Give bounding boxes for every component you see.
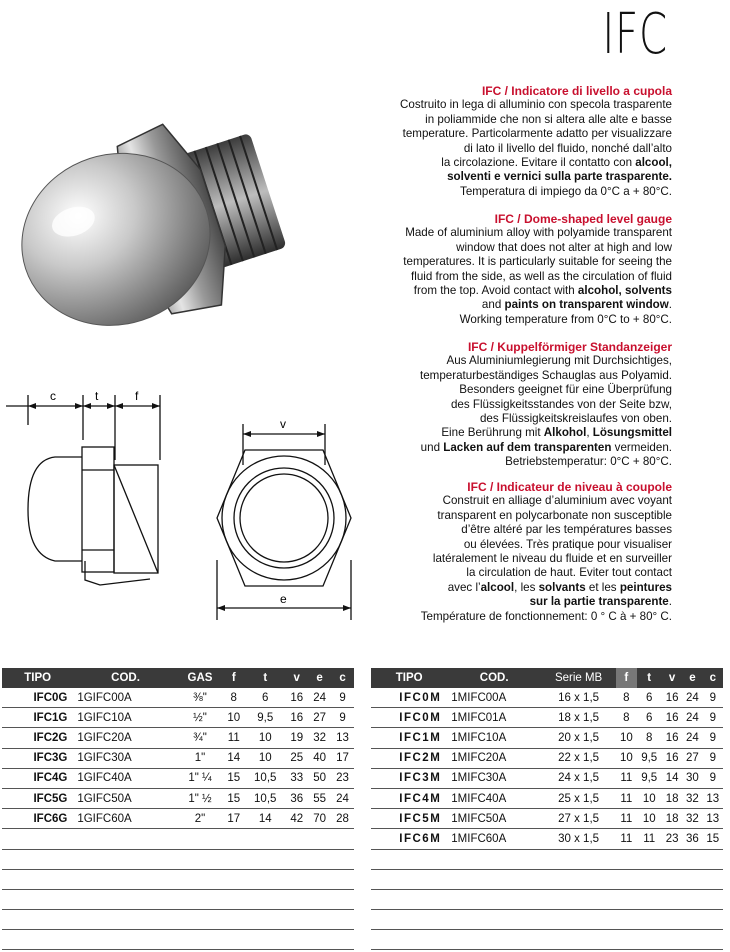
text-run: and	[481, 298, 505, 312]
table-cell: 10	[616, 748, 636, 768]
empty-cell	[2, 910, 354, 930]
empty-row	[371, 869, 723, 889]
front-view-drawing	[205, 410, 365, 620]
text-run: d’être altéré par les températures basses	[461, 523, 672, 537]
table-row	[371, 788, 723, 808]
dim-label-v: v	[280, 417, 286, 431]
table-cell: 1MIFC20A	[447, 748, 541, 768]
text-line	[352, 284, 672, 298]
text-line	[352, 127, 672, 141]
table-cell: IFC5G	[2, 788, 73, 808]
table-cell: IFC2M	[371, 748, 447, 768]
section-heading: IFC / Indicateur de niveau à coupole	[467, 480, 672, 494]
table-cell: 70	[308, 809, 331, 829]
table-cell: 9	[703, 728, 723, 748]
table-cell: 16 x 1,5	[541, 688, 616, 708]
table-cell: 30	[682, 768, 702, 788]
table-cell: 8	[616, 708, 636, 728]
empty-cell	[371, 930, 723, 950]
table-cell: 13	[703, 788, 723, 808]
section-heading: IFC / Dome-shaped level gauge	[494, 212, 672, 226]
empty-cell	[371, 910, 723, 930]
text-line	[352, 354, 672, 368]
text-run: Température de fonctionnement: 0 ° C à + 80° C.	[420, 609, 672, 623]
text-run: Aus Aluminiumlegierung mit Durchsichtiges,	[446, 354, 672, 368]
table-cell: 1GIFC50A	[73, 788, 177, 808]
table-cell: 15	[222, 768, 245, 788]
table-cell: 55	[308, 788, 331, 808]
text-line	[352, 156, 672, 170]
table-cell: 25	[285, 748, 308, 768]
table-cell: 1"	[178, 748, 223, 768]
text-line	[352, 398, 672, 412]
text-run: transparent en polycarbonate non susceptible	[437, 508, 672, 522]
table-cell: 50	[308, 768, 331, 788]
empty-row	[2, 869, 354, 889]
empty-row	[2, 829, 354, 849]
text-run: la circulation de haut. Eviter tout contact	[466, 566, 672, 580]
table-cell: 32	[682, 788, 702, 808]
table-cell: 1MIFC50A	[447, 809, 541, 829]
dim-label-e: e	[280, 592, 287, 606]
table-cell: 1" ½	[178, 788, 223, 808]
empty-cell	[371, 889, 723, 909]
table-row	[2, 728, 354, 748]
table-cell: 10	[245, 728, 285, 748]
table-row	[2, 809, 354, 829]
column-header: c	[331, 668, 354, 688]
text-run: und	[420, 440, 444, 454]
table-header-row	[371, 668, 723, 688]
column-header: e	[682, 668, 702, 688]
section-german	[352, 340, 672, 470]
table-cell: 16	[662, 748, 682, 768]
text-run: alcohol, solvents	[577, 284, 672, 298]
text-run: temperaturbeständiges Schauglas aus Polyamid.	[420, 368, 672, 382]
table-cell: 27 x 1,5	[541, 809, 616, 829]
table-cell: 9	[331, 688, 354, 708]
table-cell: 1MIFC01A	[447, 708, 541, 728]
text-line	[352, 494, 672, 508]
empty-cell	[371, 849, 723, 869]
text-run: in poliammide che non si altera alle alte e basse	[425, 112, 672, 126]
section-body	[352, 494, 672, 624]
table-cell: 10	[222, 708, 245, 728]
text-line	[352, 581, 672, 595]
table-cell: 24	[682, 688, 702, 708]
table-row	[2, 748, 354, 768]
empty-row	[2, 930, 354, 950]
column-header: COD.	[447, 668, 541, 688]
text-run: temperatures. It is particularly suitable for seeing the	[403, 255, 672, 269]
text-run: peintures	[619, 580, 672, 594]
section-heading: IFC / Kuppelförmiger Standanzeiger	[467, 340, 672, 354]
empty-row	[371, 910, 723, 930]
table-cell: 27	[682, 748, 702, 768]
table-cell: IFC4M	[371, 788, 447, 808]
text-run: .	[668, 595, 672, 609]
table-row	[371, 809, 723, 829]
table-body	[371, 688, 723, 950]
empty-cell	[2, 930, 354, 950]
table-cell: 10	[637, 809, 662, 829]
empty-row	[2, 910, 354, 930]
text-line	[352, 455, 672, 469]
table-cell: IFC6M	[371, 829, 447, 849]
table-row	[2, 788, 354, 808]
text-run: Costruito in lega di alluminio con specola trasparente	[400, 98, 672, 112]
table-cell: 1GIFC10A	[73, 708, 177, 728]
text-line	[352, 369, 672, 383]
section-body	[352, 226, 672, 327]
section-body	[352, 98, 672, 199]
table-cell: 14	[245, 809, 285, 829]
text-run: alcool,	[635, 156, 672, 170]
table-row	[371, 748, 723, 768]
text-line	[352, 426, 672, 440]
column-header: v	[662, 668, 682, 688]
column-header: e	[308, 668, 331, 688]
table-cell: 9,5	[637, 748, 662, 768]
table-cell: IFC5M	[371, 809, 447, 829]
table-cell: 10	[616, 728, 636, 748]
text-run: ,	[586, 426, 593, 440]
text-run: paints on transparent window	[504, 298, 669, 312]
table-cell: 9,5	[245, 708, 285, 728]
product-photo	[4, 72, 304, 327]
text-line	[352, 185, 672, 199]
text-run: Construit en alliage d’aluminium avec voyant	[442, 494, 672, 508]
table-body	[2, 688, 354, 950]
table-cell: 11	[616, 829, 636, 849]
text-run: et les	[585, 580, 620, 594]
text-run: Alkohol	[543, 426, 587, 440]
table-cell: 18 x 1,5	[541, 708, 616, 728]
empty-cell	[371, 869, 723, 889]
table-cell: IFC0M	[371, 708, 447, 728]
table-cell: 16	[662, 708, 682, 728]
table-cell: IFC0G	[2, 688, 73, 708]
text-line	[352, 313, 672, 327]
table-cell: 30 x 1,5	[541, 829, 616, 849]
column-header: f	[222, 668, 245, 688]
text-line	[352, 113, 672, 127]
table-cell: 11	[616, 809, 636, 829]
empty-cell	[2, 829, 354, 849]
text-run: des Flüssigkeitskreislaufes von oben.	[479, 412, 672, 426]
table-cell: 24	[682, 728, 702, 748]
text-line	[352, 441, 672, 455]
text-line	[352, 383, 672, 397]
table-cell: IFC1G	[2, 708, 73, 728]
table-cell: ⅜"	[178, 688, 223, 708]
text-run: solvants	[538, 580, 586, 594]
text-line	[352, 226, 672, 240]
text-run: di lato il livello del fluido, nonché dall’alto	[463, 141, 672, 155]
text-run: Besonders geeignet für eine Überprüfung	[459, 383, 672, 397]
table-cell: 28	[331, 809, 354, 829]
table-cell: 16	[662, 728, 682, 748]
table-cell: 2"	[178, 809, 223, 829]
text-run: vermeiden.	[611, 440, 672, 454]
text-line	[352, 142, 672, 156]
table-cell: IFC3M	[371, 768, 447, 788]
empty-row	[371, 930, 723, 950]
text-run: ou élevées. Très pratique pour visualiser	[463, 537, 672, 551]
text-line	[352, 610, 672, 624]
column-header: t	[637, 668, 662, 688]
text-run: Betriebstemperatur: 0°C + 80°C.	[505, 455, 672, 469]
table-cell: 10,5	[245, 788, 285, 808]
table-cell: 32	[308, 728, 331, 748]
table-cell: 15	[222, 788, 245, 808]
table-cell: 14	[662, 768, 682, 788]
text-line	[352, 595, 672, 609]
text-run: avec l’	[447, 580, 481, 594]
column-header: t	[245, 668, 285, 688]
table-cell: ¾"	[178, 728, 223, 748]
table-cell: 1GIFC60A	[73, 809, 177, 829]
table-cell: 23	[662, 829, 682, 849]
table-cell: IFC0M	[371, 688, 447, 708]
side-view-drawing	[0, 385, 190, 610]
table-row	[2, 768, 354, 788]
table-cell: 1" ¼	[178, 768, 223, 788]
table-cell: 24	[682, 708, 702, 728]
table-cell: 9	[703, 688, 723, 708]
text-line	[352, 509, 672, 523]
text-run: .	[668, 298, 672, 312]
table-cell: 24	[331, 788, 354, 808]
table-cell: 9,5	[637, 768, 662, 788]
text-line	[352, 412, 672, 426]
text-run: des Flüssigkeitsstandes von der Seite bzw,	[450, 397, 672, 411]
table-row	[371, 829, 723, 849]
table-cell: IFC6G	[2, 809, 73, 829]
empty-row	[371, 889, 723, 909]
section-italian	[352, 84, 672, 199]
text-run: Lacken auf dem transparenten	[443, 440, 612, 454]
text-run: latéralement le niveau du fluide et en surveiller	[432, 552, 672, 566]
column-header: GAS	[178, 668, 223, 688]
table-cell: 14	[222, 748, 245, 768]
dim-label-f: f	[135, 389, 139, 403]
table-cell: 13	[331, 728, 354, 748]
table-cell: 6	[245, 688, 285, 708]
table-cell: 11	[616, 768, 636, 788]
table-cell: 6	[637, 688, 662, 708]
column-header: Serie MB	[541, 668, 616, 688]
text-run: temperature. Particolarmente adatto per visualizzare	[402, 127, 672, 141]
text-line	[352, 270, 672, 284]
table-cell: 1GIFC00A	[73, 688, 177, 708]
text-line	[352, 241, 672, 255]
table-cell: 1MIFC30A	[447, 768, 541, 788]
table-cell: 9	[703, 708, 723, 728]
table-cell: 16	[662, 688, 682, 708]
table-cell: IFC3G	[2, 748, 73, 768]
text-line	[352, 566, 672, 580]
table-cell: IFC4G	[2, 768, 73, 788]
text-run: la circolazione. Evitare il contatto con	[441, 156, 636, 170]
empty-row	[371, 849, 723, 869]
dim-label-c: c	[50, 389, 56, 403]
table-cell: 36	[285, 788, 308, 808]
table-cell: 17	[222, 809, 245, 829]
table-cell: 20 x 1,5	[541, 728, 616, 748]
table-cell: 27	[308, 708, 331, 728]
empty-cell	[2, 889, 354, 909]
dim-label-t: t	[95, 389, 99, 403]
table-cell: 11	[222, 728, 245, 748]
table-cell: 1MIFC60A	[447, 829, 541, 849]
column-header: c	[703, 668, 723, 688]
table-cell: 32	[682, 809, 702, 829]
text-run: , les	[514, 580, 539, 594]
table-cell: 24 x 1,5	[541, 768, 616, 788]
text-run: solventi e vernici sulla parte trasparente.	[447, 170, 672, 184]
table-cell: 16	[285, 688, 308, 708]
table-cell: 16	[285, 708, 308, 728]
table-cell: 33	[285, 768, 308, 788]
column-header: v	[285, 668, 308, 688]
table-row	[371, 708, 723, 728]
table-cell: 36	[682, 829, 702, 849]
text-line	[352, 523, 672, 537]
table-cell: IFC2G	[2, 728, 73, 748]
table-cell: 17	[331, 748, 354, 768]
text-line	[352, 98, 672, 112]
table-row	[371, 728, 723, 748]
table-cell: IFC1M	[371, 728, 447, 748]
table-cell: 9	[703, 748, 723, 768]
table-cell: 9	[331, 708, 354, 728]
table-cell: 8	[637, 728, 662, 748]
empty-cell	[2, 869, 354, 889]
table-row	[2, 688, 354, 708]
empty-row	[2, 889, 354, 909]
text-run: Working temperature from 0°C to + 80°C.	[459, 312, 672, 326]
table-cell: 25 x 1,5	[541, 788, 616, 808]
section-heading: IFC / Indicatore di livello a cupola	[481, 84, 672, 98]
text-line	[352, 298, 672, 312]
table-cell: 1GIFC40A	[73, 768, 177, 788]
table-cell: 10	[245, 748, 285, 768]
empty-row	[2, 849, 354, 869]
table-cell: 10,5	[245, 768, 285, 788]
table-cell: 1GIFC30A	[73, 748, 177, 768]
text-run: window that does not alter at high and low	[456, 240, 672, 254]
table-cell: 8	[616, 688, 636, 708]
table-cell: 11	[616, 788, 636, 808]
table-cell: 1GIFC20A	[73, 728, 177, 748]
table-cell: 18	[662, 788, 682, 808]
table-row	[2, 708, 354, 728]
table-cell: 15	[703, 829, 723, 849]
table-cell: 24	[308, 688, 331, 708]
table-cell: 8	[222, 688, 245, 708]
text-run: Lösungsmittel	[592, 426, 672, 440]
spec-table-metric	[371, 668, 723, 950]
table-cell: ½"	[178, 708, 223, 728]
table-row	[371, 768, 723, 788]
table-cell: 23	[331, 768, 354, 788]
table-cell: 40	[308, 748, 331, 768]
text-run: from the top. Avoid contact with	[413, 284, 578, 298]
table-cell: 1MIFC40A	[447, 788, 541, 808]
table-cell: 18	[662, 809, 682, 829]
text-line	[352, 170, 672, 184]
text-run: Eine Berührung mit	[441, 426, 544, 440]
text-run: fluid from the side, as well as the circulation of fluid	[411, 269, 672, 283]
page-title: IFC	[602, 2, 668, 67]
section-english	[352, 212, 672, 327]
text-run: Temperatura di impiego da 0°C a + 80°C.	[460, 184, 672, 198]
column-header: TIPO	[371, 668, 447, 688]
table-cell: 1MIFC10A	[447, 728, 541, 748]
text-run: alcool	[480, 580, 515, 594]
column-header: TIPO	[2, 668, 73, 688]
section-body	[352, 354, 672, 469]
text-line	[352, 538, 672, 552]
table-cell: 10	[637, 788, 662, 808]
section-french	[352, 480, 672, 624]
table-header-row	[2, 668, 354, 688]
text-run: sur la partie transparente	[529, 595, 669, 609]
table-row	[371, 688, 723, 708]
column-header: f	[616, 668, 636, 688]
text-line	[352, 255, 672, 269]
table-cell: 1MIFC00A	[447, 688, 541, 708]
column-header: COD.	[73, 668, 177, 688]
table-cell: 22 x 1,5	[541, 748, 616, 768]
empty-cell	[2, 849, 354, 869]
text-run: Made of aluminium alloy with polyamide transparent	[405, 226, 672, 240]
text-line	[352, 552, 672, 566]
table-cell: 6	[637, 708, 662, 728]
table-cell: 42	[285, 809, 308, 829]
table-cell: 13	[703, 809, 723, 829]
table-cell: 19	[285, 728, 308, 748]
spec-table-gas	[2, 668, 354, 950]
table-cell: 11	[637, 829, 662, 849]
table-cell: 9	[703, 768, 723, 788]
